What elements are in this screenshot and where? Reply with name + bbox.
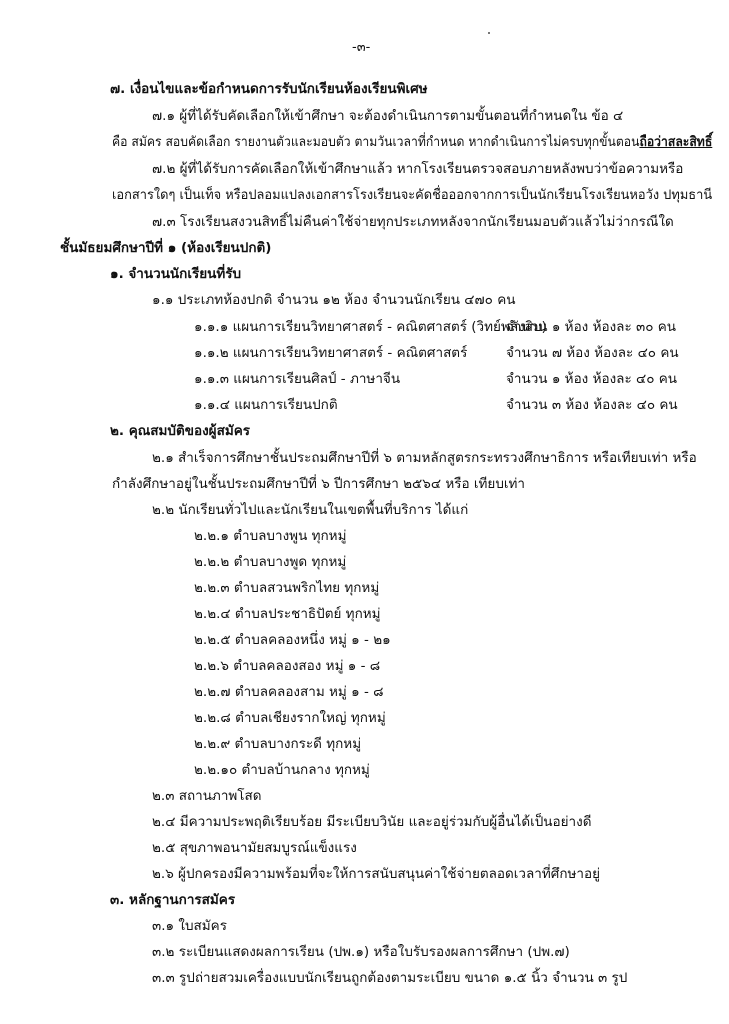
s7-item-1-line-1: ๗.๑ ผู้ที่ได้รับคัดเลือกให้เข้าศึกษา จะต้องดำเนินการตามขั้นตอนที่กำหนดใน ข้อ ๔ [152, 108, 624, 124]
area-10: ๒.๒.๑๐ ตำบลบ้านกลาง ทุกหมู่ [194, 762, 370, 778]
plan-3-label: ๑.๑.๓ แผนการเรียนศิลป์ - ภาษาจีน [194, 371, 401, 387]
area-4: ๒.๒.๔ ตำบลประชาธิปัตย์ ทุกหมู่ [194, 606, 381, 622]
area-8: ๒.๒.๘ ตำบลเชียงรากใหญ่ ทุกหมู่ [194, 710, 386, 726]
plan-1-label: ๑.๑.๑ แผนการเรียนวิทยาศาสตร์ - คณิตศาสตร์ (วิทย์พลังสิบ) [194, 319, 547, 335]
area-5: ๒.๒.๕ ตำบลคลองหนึ่ง หมู่ ๑ - ๒๑ [194, 632, 391, 648]
plan-3-count: จำนวน ๑ ห้อง ห้องละ ๔๐ คน [506, 371, 677, 387]
plan-4-label: ๑.๑.๔ แผนการเรียนปกติ [194, 397, 338, 413]
s2-item-1-line-2: กำลังศึกษาอยู่ในชั้นประถมศึกษาปีที่ ๖ ปีการศึกษา ๒๕๖๔ หรือ เทียบเท่า [112, 476, 525, 492]
area-7: ๒.๒.๗ ตำบลคลองสาม หมู่ ๑ - ๘ [194, 684, 384, 700]
s2-item-2: ๒.๒ นักเรียนทั่วไปและนักเรียนในเขตพื้นที่บริการ ได้แก่ [152, 502, 469, 518]
area-3: ๒.๒.๓ ตำบลสวนพริกไทย ทุกหมู่ [194, 580, 380, 596]
s2-item-5: ๒.๕ สุขภาพอนามัยสมบูรณ์แข็งแรง [152, 840, 357, 856]
area-9: ๒.๒.๙ ตำบลบางกระดี ทุกหมู่ [194, 736, 362, 752]
s7-item-2-line-1: ๗.๒ ผู้ที่ได้รับการคัดเลือกให้เข้าศึกษาแล้ว หากโรงเรียนตรวจสอบภายหลังพบว่าข้อความหรือ [152, 161, 684, 177]
s2-item-4: ๒.๔ มีความประพฤติเรียบร้อย มีระเบียบวินัย และอยู่ร่วมกับผู้อื่นได้เป็นอย่างดี [152, 814, 592, 830]
section-2-title: ๒. คุณสมบัติของผู้สมัคร [110, 423, 251, 439]
page-number: -๓- [352, 40, 371, 55]
plan-2-count: จำนวน ๗ ห้อง ห้องละ ๔๐ คน [506, 345, 679, 361]
plan-1-count: จำนวน ๑ ห้อง ห้องละ ๓๐ คน [506, 319, 677, 335]
s3-item-3: ๓.๓ รูปถ่ายสวมเครื่องแบบนักเรียนถูกต้องตามระเบียบ ขนาด ๑.๕ นิ้ว จำนวน ๓ รูป [152, 970, 628, 986]
section-7-title: ๗. เงื่อนไขและข้อกำหนดการรับนักเรียนห้องเรียนพิเศษ [110, 81, 428, 97]
area-2: ๒.๒.๒ ตำบลบางพูด ทุกหมู่ [194, 554, 347, 570]
section-3-title: ๓. หลักฐานการสมัคร [110, 892, 236, 908]
area-6: ๒.๒.๖ ตำบลคลองสอง หมู่ ๑ - ๘ [194, 658, 381, 674]
s2-item-1-line-1: ๒.๑ สำเร็จการศึกษาชั้นประถมศึกษาปีที่ ๖ ตามหลักสูตรกระทรวงศึกษาธิการ หรือเทียบเท่า หรือ [152, 450, 697, 466]
s3-item-1: ๓.๑ ใบสมัคร [152, 918, 227, 934]
s1-item-1: ๑.๑ ประเภทห้องปกติ จำนวน ๑๒ ห้อง จำนวนนักเรียน ๔๗๐ คน [152, 292, 516, 308]
s2-item-6: ๒.๖ ผู้ปกครองมีความพร้อมที่จะให้การสนับสนุนค่าใช้จ่ายตลอดเวลาที่ศึกษาอยู่ [152, 866, 600, 882]
scan-speck [488, 32, 490, 34]
s7-item-1-line-2 [112, 133, 712, 151]
forfeit-emphasis: ถือว่าสละสิทธิ์ [639, 134, 713, 150]
s7-item-2-line-2: เอกสารใดๆ เป็นเท็จ หรือปลอมแปลงเอกสารโรงเรียนจะคัดชื่อออกจากการเป็นนักเรียนโรงเรียนหอวัง ปทุมธานี [112, 187, 713, 203]
s2-item-3: ๒.๓ สถานภาพโสด [152, 788, 262, 804]
plan-2-label: ๑.๑.๒ แผนการเรียนวิทยาศาสตร์ - คณิตศาสตร์ [194, 345, 468, 361]
s3-item-2: ๓.๒ ระเบียนแสดงผลการเรียน (ปพ.๑) หรือใบรับรองผลการศึกษา (ปพ.๗) [152, 944, 570, 960]
s7-item-3: ๗.๓ โรงเรียนสงวนสิทธิ์ไม่คืนค่าใช้จ่ายทุกประเภทหลังจากนักเรียนมอบตัวแล้วไม่ว่ากรณีใด [152, 214, 674, 230]
section-1-title: ๑. จำนวนนักเรียนที่รับ [110, 266, 242, 282]
area-1: ๒.๒.๑ ตำบลบางพูน ทุกหมู่ [194, 528, 347, 544]
plan-4-count: จำนวน ๓ ห้อง ห้องละ ๔๐ คน [506, 397, 678, 413]
s7-item-1-line-2-text: คือ สมัคร สอบคัดเลือก รายงานตัวและมอบตัว ตามวันเวลาที่กำหนด หากดำเนินการไม่ครบทุกขั้นตอน [112, 134, 640, 150]
grade-heading: ชั้นมัธยมศึกษาปีที่ ๑ (ห้องเรียนปกติ) [60, 240, 272, 256]
